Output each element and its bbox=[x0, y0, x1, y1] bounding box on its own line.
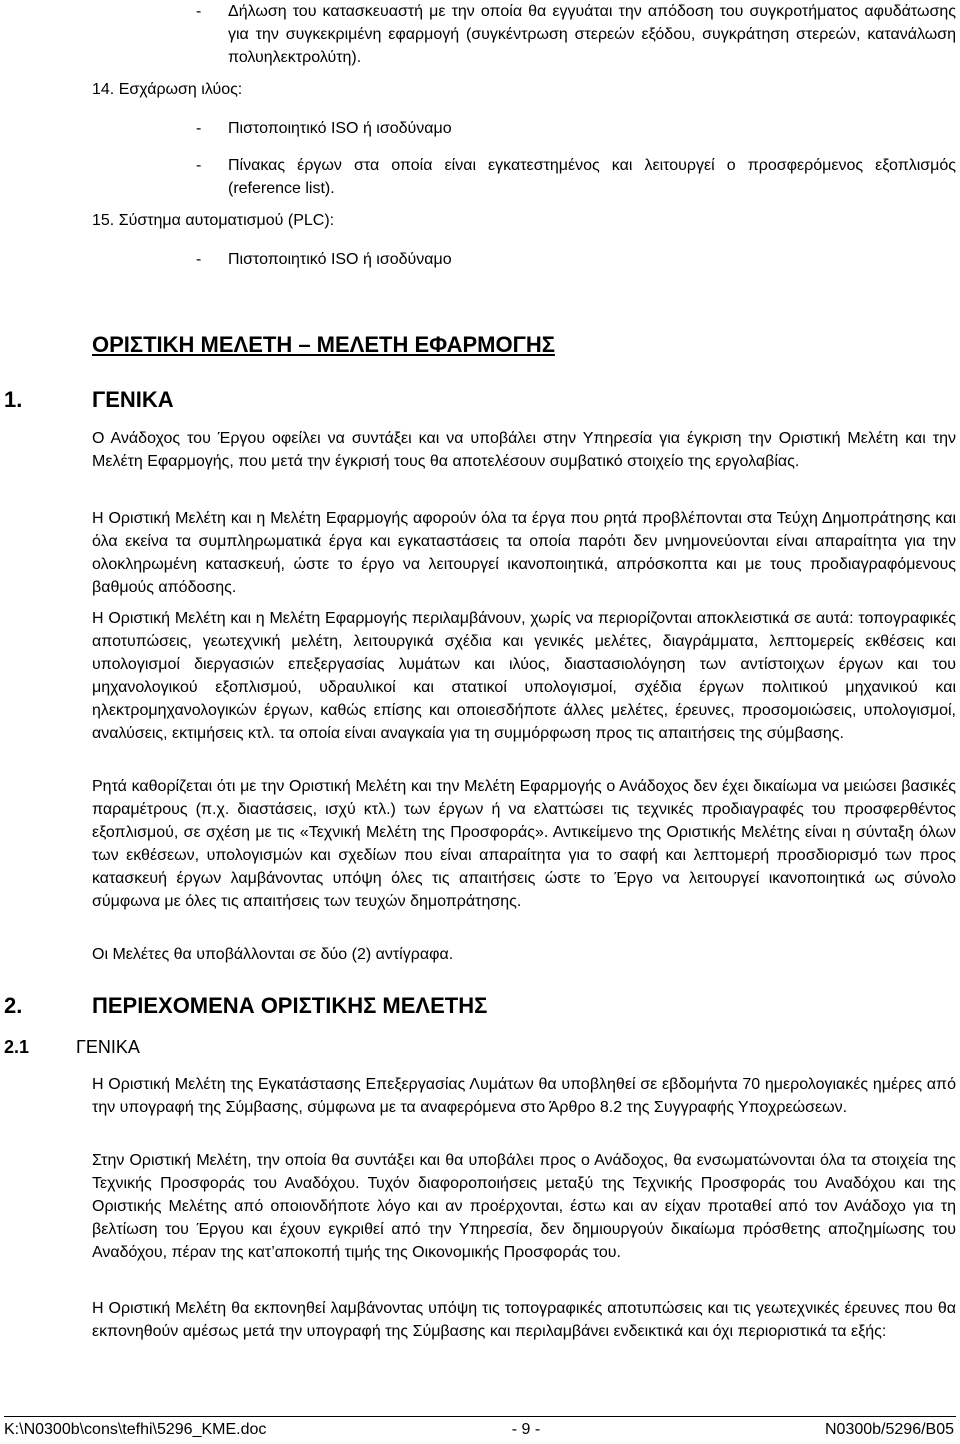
section-1-paragraph-5: Οι Μελέτες θα υποβάλλονται σε δύο (2) αντίγραφα. bbox=[92, 946, 454, 963]
footer-page-number: - 9 - bbox=[511, 1421, 541, 1438]
main-heading: ΟΡΙΣΤΙΚΗ ΜΕΛΕΤΗ – ΜΕΛΕΤΗ ΕΦΑΡΜΟΓΗΣ bbox=[92, 332, 555, 357]
section-1-number: 1. bbox=[4, 387, 23, 412]
item-15-label: 15. Σύστημα αυτοματισμού (PLC): bbox=[92, 212, 335, 229]
section-1-paragraph-4: Ρητά καθορίζεται ότι με την Οριστική Μελέτη και την Μελέτη Εφαρμογής ο Ανάδοχος δεν έχει δικαίωμα να μειώσει βασικές παραμέτρους (π.χ. διαστάσεις, ισχύ κτλ.) των έργων ή να ελαττώσει τις τεχνικές προδιαγραφές του προσφερθέντος εξοπλισμού, σε σχέση με τις «Τεχνική Μελέτη της Προσφοράς». Αντικείμενο της Οριστικής Μελέτης είναι η σύνταξη όλων των εκθέσεων, υπολογισμών και σχεδίων που είναι απαραίτητα για τo σαφή και λεπτομερή προσδιορισμό των προς κατασκευή έργων λαμβάνοντας υπόψη όλες τις απαιτήσεις ώστε το Έργο να λειτουργεί ικανοποιητικά ως σύνολο σύμφωνα με όλες τις απαιτήσεις των τευχών δημοπράτησης. bbox=[92, 778, 956, 910]
section-2-title: ΠΕΡΙΕΧΟΜΕΝΑ ΟΡΙΣΤΙΚΗΣ ΜΕΛΕΤΗΣ bbox=[92, 993, 488, 1018]
manufacturer-declaration-text: Δήλωση του κατασκευαστή με την οποία θα εγγυάται την απόδοση του συγκροτήματος αφυδάτωσης για την συγκεκριμένη εφαρμογή (συγκέντρωση στερεών εξόδου, συγκράτηση στερεών, κατανάλωση πολυηλεκτρολύτη). bbox=[228, 3, 956, 66]
item-14-bullet-iso: Πιστοποιητικό ISO ή ισοδύναμο bbox=[228, 120, 452, 137]
bullet-dash: - bbox=[196, 251, 202, 268]
section-2-number: 2. bbox=[4, 993, 23, 1018]
section-2-1-paragraph-2: Στην Οριστική Μελέτη, την οποία θα συντάξει και θα υποβάλει προς ο Ανάδοχος, θα ενσωματώνονται όλα τα στοιχεία της Τεχνικής Προσφοράς του Αναδόχου. Τυχόν διαφοροποιήσεις μεταξύ της Τεχνικής Προσφοράς του Αναδόχου και της Οριστικής Μελέτης από οποιονδήποτε λόγο και αν προέρχονται, έστω και αν είχαν προταθεί από τον Ανάδοχο για τη βελτίωση του Έργου και έχουν εγκριθεί από την Υπηρεσία, δεν δημιουργούν δικαίωμα πρόσθετης αποζημίωσης του Αναδόχου, πέραν της κατ’αποκοπή τιμής της Οικονομικής Προσφοράς του. bbox=[92, 1152, 956, 1261]
section-1-paragraph-3: Η Οριστική Μελέτη και η Μελέτη Εφαρμογής περιλαμβάνουν, χωρίς να περιορίζονται αποκλειστικά σε αυτά: τοπογραφικές αποτυπώσεις, γεωτεχνική μελέτη, λειτουργικά σχέδια και γενικές μελέτες, διαγράμματα, λεπτομερείς εκθέσεις και υπολογισμοί διεργασιών επεξεργασίας λυμάτων και ιλύος, διαστασιολόγηση των αντίστοιχων έργων και του μηχανολογικού εξοπλισμού, υδραυλικοί και στατικοί υπολογισμοί, σχέδια έργων πολιτικού μηχανικού και ηλεκτρομηχανολογικών έργων, καθώς επίσης και οποιεσδήποτε άλλες μελέτες, έρευνες, προσομοιώσεις, υπολογισμοί, αναλύσεις, εκτιμήσεις κτλ. τα οποία είναι αναγκαία για τη συμμόρφωση προς τις απαιτήσεις της σύμβασης. bbox=[92, 610, 956, 742]
footer-document-code: N0300b/5296/B05 bbox=[825, 1421, 954, 1438]
item-14-bullet-reference-list: Πίνακας έργων στα οποία είναι εγκατεστημένος και λειτουργεί ο προσφερόμενος εξοπλισμός (reference list). bbox=[228, 157, 956, 197]
section-2-1-title: ΓΕΝΙΚΑ bbox=[76, 1037, 140, 1057]
item-15-bullet-iso: Πιστοποιητικό ISO ή ισοδύναμο bbox=[228, 251, 452, 268]
section-2-1-paragraph-1: Η Οριστική Μελέτη της Εγκατάστασης Επεξεργασίας Λυμάτων θα υποβληθεί σε εβδομήντα 70 ημερολογιακές ημέρες από την υπογραφή της Σύμβασης, σύμφωνα με τα αναφερόμενα στο Άρθρο 8.2 της Συγγραφής Υποχρεώσεων. bbox=[92, 1076, 956, 1116]
section-2-1-paragraph-3: Η Οριστική Μελέτη θα εκπονηθεί λαμβάνοντας υπόψη τις τοπογραφικές αποτυπώσεις και τις γεωτεχνικές έρευνες που θα εκπονηθούν αμέσως μετά την υπογραφή της Σύμβασης και περιλαμβάνει ενδεικτικά και όχι περιοριστικά τα εξής: bbox=[92, 1300, 956, 1340]
section-1-title: ΓΕΝΙΚΑ bbox=[92, 387, 174, 412]
bullet-dash: - bbox=[196, 120, 202, 137]
footer-divider bbox=[4, 1416, 956, 1417]
footer-file-path: K:\N0300b\cons\tefhi\5296_KME.doc bbox=[4, 1421, 267, 1438]
section-1-paragraph-1: Ο Ανάδοχος του Έργου οφείλει να συντάξει και να υποβάλει στην Υπηρεσία για έγκριση την Οριστική Μελέτη και την Μελέτη Εφαρμογής, που μετά την έγκρισή τους θα αποτελέσουν συμβατικό στοιχείο της εργολαβίας. bbox=[92, 430, 956, 470]
bullet-dash: - bbox=[196, 157, 202, 174]
section-1-paragraph-2: Η Οριστική Μελέτη και η Μελέτη Εφαρμογής αφορούν όλα τα έργα που ρητά προβλέπονται στα Τεύχη Δημοπράτησης και όλα εκείνα τα συμπληρωματικά έργα και εγκαταστάσεις τα οποία παρότι δεν μνημονεύονται είναι απαραίτητα για την ολοκληρωμένη κατασκευή, ώστε το έργο να λειτουργεί ικανοποιητικά, απρόσκοπτα και με τους προδιαγραφόμενους βαθμούς απόδοσης. bbox=[92, 510, 956, 596]
bullet-dash: - bbox=[196, 3, 202, 20]
section-2-1-number: 2.1 bbox=[4, 1037, 30, 1057]
item-14-label: 14. Εσχάρωση ιλύος: bbox=[92, 81, 243, 98]
